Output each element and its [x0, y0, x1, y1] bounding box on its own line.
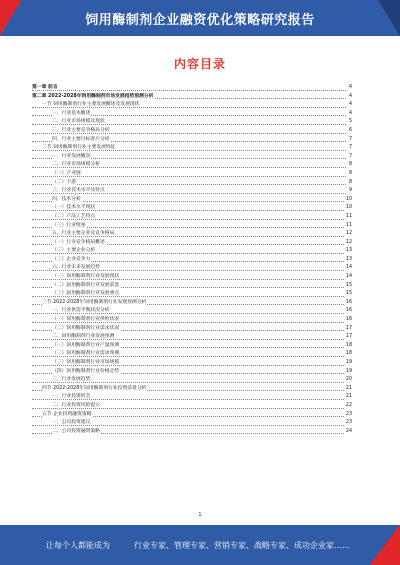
footer-slogan-right: 行业专家、管理专家、营销专家、战略专家、成功企业家…… — [134, 541, 350, 550]
toc-entry-text: （三）饲用酶制剂行业发展重点 — [52, 291, 120, 297]
toc-entry-text: （一）技术水平现状 — [52, 205, 96, 211]
toc-entry-text: 五节 企业投资融资策略 — [42, 411, 92, 417]
toc-entry-page: 4 — [348, 84, 352, 93]
toc-entry-page: 13 — [345, 256, 352, 265]
toc-entry-text: 一节 饲用酶制剂行业主要发展概述及发展现状 — [42, 102, 140, 108]
toc-entry-text: 一、行业发展概况 — [52, 153, 91, 159]
toc-entry-page: 10 — [345, 204, 352, 213]
toc-entry[interactable] — [32, 136, 352, 145]
report-title: 饲用酶制剂企业融资优化策略研究报告 — [85, 13, 315, 28]
toc-entry[interactable] — [32, 402, 352, 411]
toc-entry[interactable] — [32, 196, 352, 205]
toc-entry[interactable] — [32, 376, 352, 385]
toc-entry-text: 三、行业主要竞争格局分析 — [52, 127, 110, 133]
toc-entry[interactable] — [32, 101, 352, 110]
toc-leader-dots — [32, 399, 346, 400]
toc-entry-page: 5 — [348, 118, 352, 127]
toc-entry[interactable] — [32, 316, 352, 325]
toc-entry-page: 18 — [345, 342, 352, 351]
table-of-contents — [32, 84, 352, 436]
toc-entry-page: 22 — [345, 402, 352, 411]
toc-entry-page: 18 — [345, 350, 352, 359]
toc-entry[interactable] — [32, 153, 352, 162]
toc-entry-text: （二）产品工艺特点 — [52, 213, 96, 219]
toc-entry[interactable] — [32, 239, 352, 248]
toc-leader-dots — [32, 167, 346, 168]
toc-entry-page: 15 — [345, 290, 352, 299]
toc-entry-text: （二）主要企业分析 — [52, 248, 96, 254]
toc-leader-dots — [32, 90, 346, 91]
toc-entry-page: 23 — [345, 411, 352, 420]
toc-entry[interactable] — [32, 264, 352, 273]
toc-entry-text: 二、行业市场规模分析 — [52, 162, 100, 168]
toc-entry-text: 二、公司投资融资策略 — [52, 428, 100, 434]
toc-entry-text: 三节 2022-2028年饲用酶制剂行业发展预测分析 — [42, 299, 147, 305]
toc-entry[interactable] — [32, 307, 352, 316]
toc-leader-dots — [32, 270, 346, 271]
header-banner — [0, 0, 400, 36]
toc-entry-page: 19 — [345, 368, 352, 377]
toc-entry-page: 4 — [348, 110, 352, 119]
toc-entry[interactable] — [32, 350, 352, 359]
toc-entry-page: 16 — [345, 299, 352, 308]
toc-entry-text: （二）饲用酶制剂行业需求预测 — [52, 351, 120, 357]
footer-slogan-left: 让每个人都能成为 — [46, 541, 110, 550]
toc-entry[interactable] — [32, 84, 352, 93]
toc-entry-page: 7 — [348, 153, 352, 162]
toc-entry-text: 第二章 2022-2028年饲用酶制剂市场发展趋势预测分析 — [32, 93, 154, 99]
toc-entry[interactable] — [32, 93, 352, 102]
toc-entry-page: 13 — [345, 247, 352, 256]
toc-entry-text: （二）下游 — [52, 179, 76, 185]
toc-leader-dots — [32, 356, 346, 357]
toc-entry-text: 二节 饲用酶制剂行业主要发展特征 — [42, 145, 116, 151]
toc-entry[interactable] — [32, 325, 352, 334]
toc-entry-text: （二）饲用酶制剂行业需求状况 — [52, 325, 120, 331]
toc-entry[interactable] — [32, 299, 352, 308]
toc-entry[interactable] — [32, 368, 352, 377]
toc-entry-page: 11 — [345, 222, 352, 231]
toc-entry-text: 一、公司投资建议 — [52, 420, 91, 426]
toc-entry[interactable] — [32, 170, 352, 179]
toc-entry[interactable] — [32, 333, 352, 342]
toc-entry[interactable] — [32, 230, 352, 239]
toc-entry-page: 16 — [345, 307, 352, 316]
toc-entry-page: 20 — [345, 376, 352, 385]
toc-entry[interactable] — [32, 204, 352, 213]
toc-leader-dots — [32, 124, 346, 125]
toc-entry[interactable] — [32, 411, 352, 420]
toc-entry-page: 21 — [345, 393, 352, 402]
toc-entry[interactable] — [32, 428, 352, 437]
toc-entry-text: 一、行业基本概述 — [52, 110, 91, 116]
toc-entry-page: 10 — [345, 196, 352, 205]
toc-entry[interactable] — [32, 222, 352, 231]
toc-entry-page: 16 — [345, 316, 352, 325]
toc-entry-text: 三、行业发展趋势 — [52, 377, 91, 383]
toc-leader-dots — [32, 253, 346, 254]
toc-entry-text: （三）饲用酶制剂行业市场规模 — [52, 360, 120, 365]
toc-entry[interactable] — [32, 118, 352, 127]
toc-entry-text: （一）饲用酶制剂行业产量预测 — [52, 342, 120, 348]
toc-entry-text: 一、行业供需平衡状况分析 — [52, 308, 110, 314]
toc-leader-dots — [32, 210, 346, 211]
toc-entry-text: （三）企业竞争力 — [52, 256, 91, 262]
toc-entry[interactable] — [32, 342, 352, 351]
toc-entry[interactable] — [32, 282, 352, 291]
toc-entry[interactable] — [32, 213, 352, 222]
toc-entry-text: 二、行业投资风险提示 — [52, 402, 100, 408]
toc-entry-text: 四、行业主要目标客户分析 — [52, 136, 110, 142]
toc-entry-text: 二、饲用酶制剂行业发展预测 — [52, 334, 115, 340]
toc-entry-page: 17 — [345, 325, 352, 334]
toc-entry-page: 23 — [345, 419, 352, 428]
toc-entry-text: （一）行业竞争格局概述 — [52, 239, 105, 245]
toc-entry[interactable] — [32, 247, 352, 256]
toc-entry-page: 14 — [345, 273, 352, 282]
toc-entry-text: 一、行业投资机会 — [52, 394, 91, 400]
footer-banner — [0, 525, 400, 565]
toc-entry-text: （一）饲用酶制剂行业发展现状 — [52, 274, 120, 280]
toc-entry-text: 六、行业未来发展趋势 — [52, 265, 100, 271]
toc-entry[interactable] — [32, 110, 352, 119]
toc-entry-page: 19 — [345, 359, 352, 368]
toc-entry-text: 五、行业主要企业及竞争格局 — [52, 231, 115, 237]
toc-entry-text: （二）饲用酶制剂行业发展前景 — [52, 282, 120, 288]
toc-entry[interactable] — [32, 419, 352, 428]
toc-entry-text: （四）饲用酶制剂行业价格走势 — [52, 368, 120, 374]
toc-leader-dots — [32, 313, 346, 314]
toc-entry-text: 四、技术分析 — [52, 196, 81, 202]
toc-entry-text: 二、行业市场规模及现状 — [52, 119, 105, 125]
toc-entry-page: 4 — [348, 101, 352, 110]
toc-entry[interactable] — [32, 393, 352, 402]
toc-entry-page: 11 — [345, 213, 352, 222]
toc-entry-page: 12 — [345, 239, 352, 248]
toc-entry-text: 三、行业技术水平及特点 — [52, 188, 105, 194]
toc-entry-page: 14 — [345, 264, 352, 273]
toc-entry-text: 第一章 前言 — [32, 85, 58, 90]
toc-entry-page: 7 — [348, 144, 352, 153]
toc-entry[interactable] — [32, 144, 352, 153]
toc-entry[interactable] — [32, 290, 352, 299]
toc-entry-page: 24 — [345, 428, 352, 437]
footer-red-accent — [370, 525, 400, 565]
toc-entry[interactable] — [32, 359, 352, 368]
toc-entry-page: 8 — [348, 161, 352, 170]
toc-entry-page: 4 — [348, 93, 352, 102]
toc-entry-text: （一）产业链 — [52, 170, 81, 176]
toc-leader-dots — [32, 184, 346, 185]
toc-entry-text: （一）饲用酶制剂行业供给状况 — [52, 317, 120, 323]
toc-entry-page: 12 — [345, 230, 352, 239]
toc-entry[interactable] — [32, 187, 352, 196]
toc-entry[interactable] — [32, 385, 352, 394]
toc-entry[interactable] — [32, 179, 352, 188]
toc-entry-text: 四节 2022-2028年饲用酶制剂行业投资前景分析 — [42, 385, 147, 391]
toc-entry-page: 7 — [348, 136, 352, 145]
toc-entry-page: 8 — [348, 170, 352, 179]
toc-entry[interactable] — [32, 273, 352, 282]
toc-entry-text: （三）行业壁垒 — [52, 222, 86, 228]
toc-entry-page: 8 — [348, 179, 352, 188]
toc-heading: 内容目录 — [173, 57, 226, 71]
page-number: 1 — [198, 512, 202, 518]
toc-entry-page: 6 — [348, 127, 352, 136]
toc-entry-page: 15 — [345, 282, 352, 291]
toc-entry[interactable] — [32, 161, 352, 170]
toc-entry[interactable] — [32, 127, 352, 136]
toc-entry-page: 17 — [345, 333, 352, 342]
toc-entry-page: 21 — [345, 385, 352, 394]
toc-entry-page: 9 — [348, 187, 352, 196]
toc-entry[interactable] — [32, 256, 352, 265]
